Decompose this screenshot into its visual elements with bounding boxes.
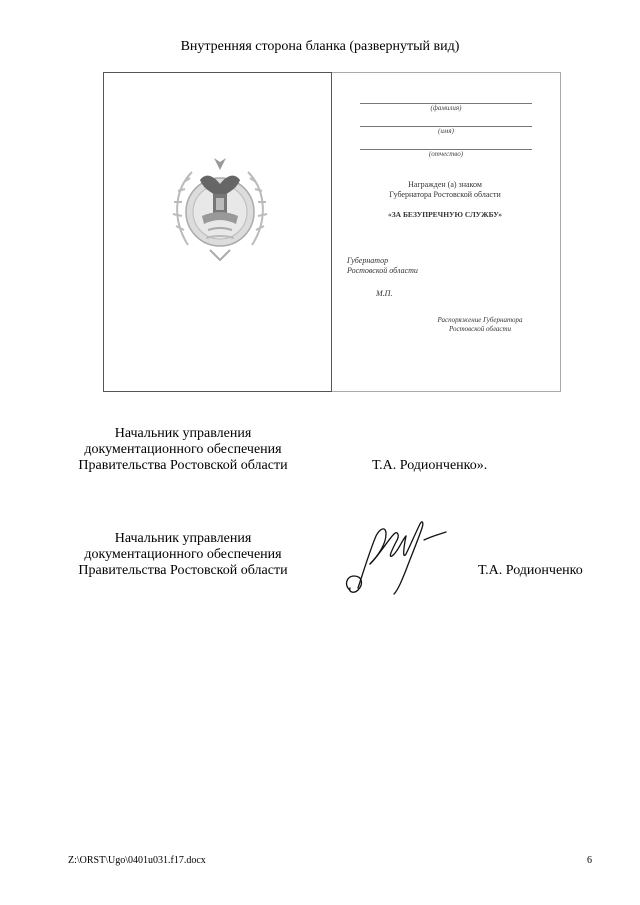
signature-1-position-line-1: Начальник управления [114, 426, 252, 441]
patronymic-caption: (отчество) [428, 150, 464, 158]
signature-2-name: Т.А. Родионченко [478, 563, 583, 578]
signature-1-position-line-2: документационного обеспечения [84, 442, 282, 457]
order-line-1: Распоряжение Губернатора [437, 316, 523, 324]
signature-2-position-line-2: документационного обеспечения [84, 547, 282, 562]
page-title: Внутренняя сторона бланка (развернутый вид) [180, 39, 460, 54]
signature-2-position-line-3: Правительства Ростовской области [78, 563, 288, 578]
signature-1-name: Т.А. Родионченко». [372, 458, 488, 473]
stamp-place: М.П. [376, 289, 393, 298]
awarded-line-1: Награжден (а) знаком [408, 180, 482, 189]
order-line-2: Ростовской области [448, 325, 512, 333]
governor-line-1: Губернатор [347, 256, 389, 265]
signature-1-position-line-3: Правительства Ростовской области [78, 458, 288, 473]
awarded-line-2: Губернатора Ростовской области [389, 190, 501, 199]
surname-caption: (фамилия) [430, 104, 462, 112]
footer-file-path: Z:\ORST\Ugo\0401u031.f17.docx [68, 855, 206, 866]
coat-of-arms-emblem [170, 150, 270, 270]
name-caption: (имя) [438, 127, 454, 135]
governor-line-2: Ростовской области [347, 266, 418, 275]
footer-page-number: 6 [587, 855, 592, 866]
signature-2-position-line-1: Начальник управления [114, 531, 252, 546]
handwritten-signature [340, 510, 460, 600]
form-right-page [332, 72, 561, 392]
badge-name: «ЗА БЕЗУПРЕЧНУЮ СЛУЖБУ» [387, 210, 503, 219]
